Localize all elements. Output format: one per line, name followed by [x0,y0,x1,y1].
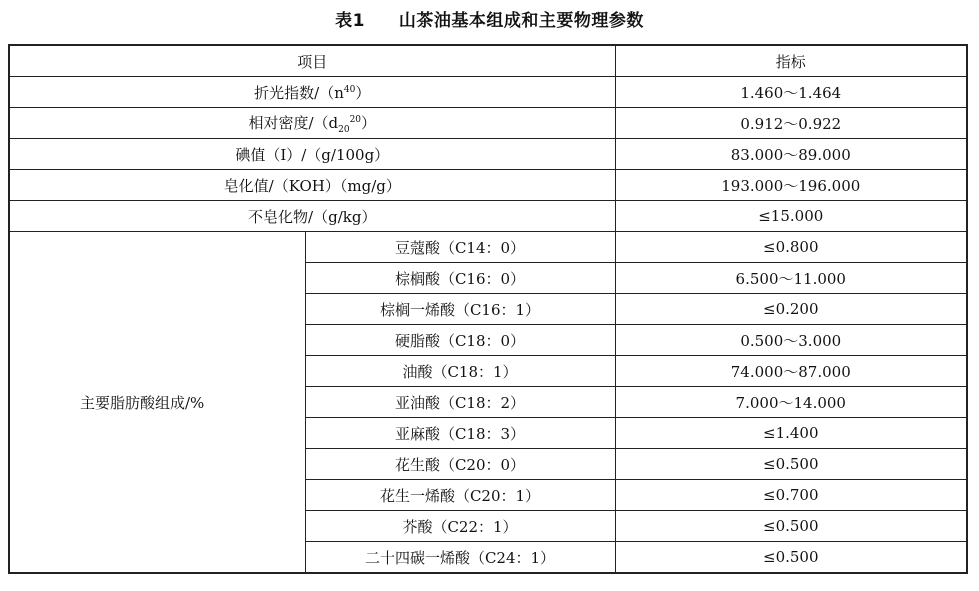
row-label-subscript: 20 [338,124,350,135]
fatty-acid-value: 6.500～11.000 [615,263,967,294]
fatty-acid-group-label: 主要脂肪酸组成/% [9,232,305,574]
table-caption: 山茶油基本组成和主要物理参数 [398,11,644,31]
fatty-acid-value: ≤1.400 [615,418,967,449]
fatty-acid-value: ≤0.700 [615,480,967,511]
fatty-acid-name: 二十四碳一烯酸（C24：1） [305,542,615,574]
row-label-text: 折光指数/（n [254,83,344,102]
row-label-suffix: ） [355,83,371,102]
fatty-acid-name: 亚油酸（C18：2） [305,387,615,418]
header-value: 指标 [615,45,967,77]
table-row [9,139,967,170]
fatty-acid-value: ≤0.500 [615,449,967,480]
table-row [9,108,967,139]
header-item: 项目 [9,45,615,77]
fatty-acid-name: 棕榈一烯酸（C16：1） [305,294,615,325]
parameters-table [8,44,968,574]
table-title [0,6,979,31]
fatty-acid-value: 7.000～14.000 [615,387,967,418]
fatty-acid-name: 亚麻酸（C18：3） [305,418,615,449]
row-label-text: 相对密度/（d [248,113,339,132]
table-row [9,170,967,201]
fatty-acid-name: 棕榈酸（C16：0） [305,263,615,294]
fatty-acid-value: ≤0.200 [615,294,967,325]
table-row [9,201,967,232]
fatty-acid-name: 硬脂酸（C18：0） [305,325,615,356]
fatty-acid-row [9,232,967,263]
row-label [9,170,615,201]
row-value: 0.912～0.922 [615,108,967,139]
row-value: 1.460～1.464 [615,77,967,108]
fatty-acid-name: 油酸（C18：1） [305,356,615,387]
row-label-superscript: 20 [349,114,362,125]
row-label [9,201,615,232]
header-row [9,45,967,77]
fatty-acid-value: 0.500～3.000 [615,325,967,356]
fatty-acid-value: ≤0.500 [615,511,967,542]
table-number: 表1 [335,11,365,31]
row-value: 83.000～89.000 [615,139,967,170]
row-label-superscript: 40 [343,84,356,95]
fatty-acid-value: 74.000～87.000 [615,356,967,387]
fatty-acid-name: 芥酸（C22：1） [305,511,615,542]
row-label [9,77,615,108]
row-label [9,108,615,139]
row-label [9,139,615,170]
table-row [9,77,967,108]
row-label-suffix: ） [361,113,377,132]
fatty-acid-value: ≤0.500 [615,542,967,574]
fatty-acid-value: ≤0.800 [615,232,967,263]
fatty-acid-name: 花生酸（C20：0） [305,449,615,480]
row-label-text: 不皂化物/（g/kg） [248,207,377,226]
row-label-text: 皂化值/（KOH）（mg/g） [223,176,401,195]
fatty-acid-name: 花生一烯酸（C20：1） [305,480,615,511]
fatty-acid-name: 豆蔻酸（C14：0） [305,232,615,263]
row-value: ≤15.000 [615,201,967,232]
row-label-text: 碘值（I）/（g/100g） [235,145,390,164]
row-value: 193.000～196.000 [615,170,967,201]
